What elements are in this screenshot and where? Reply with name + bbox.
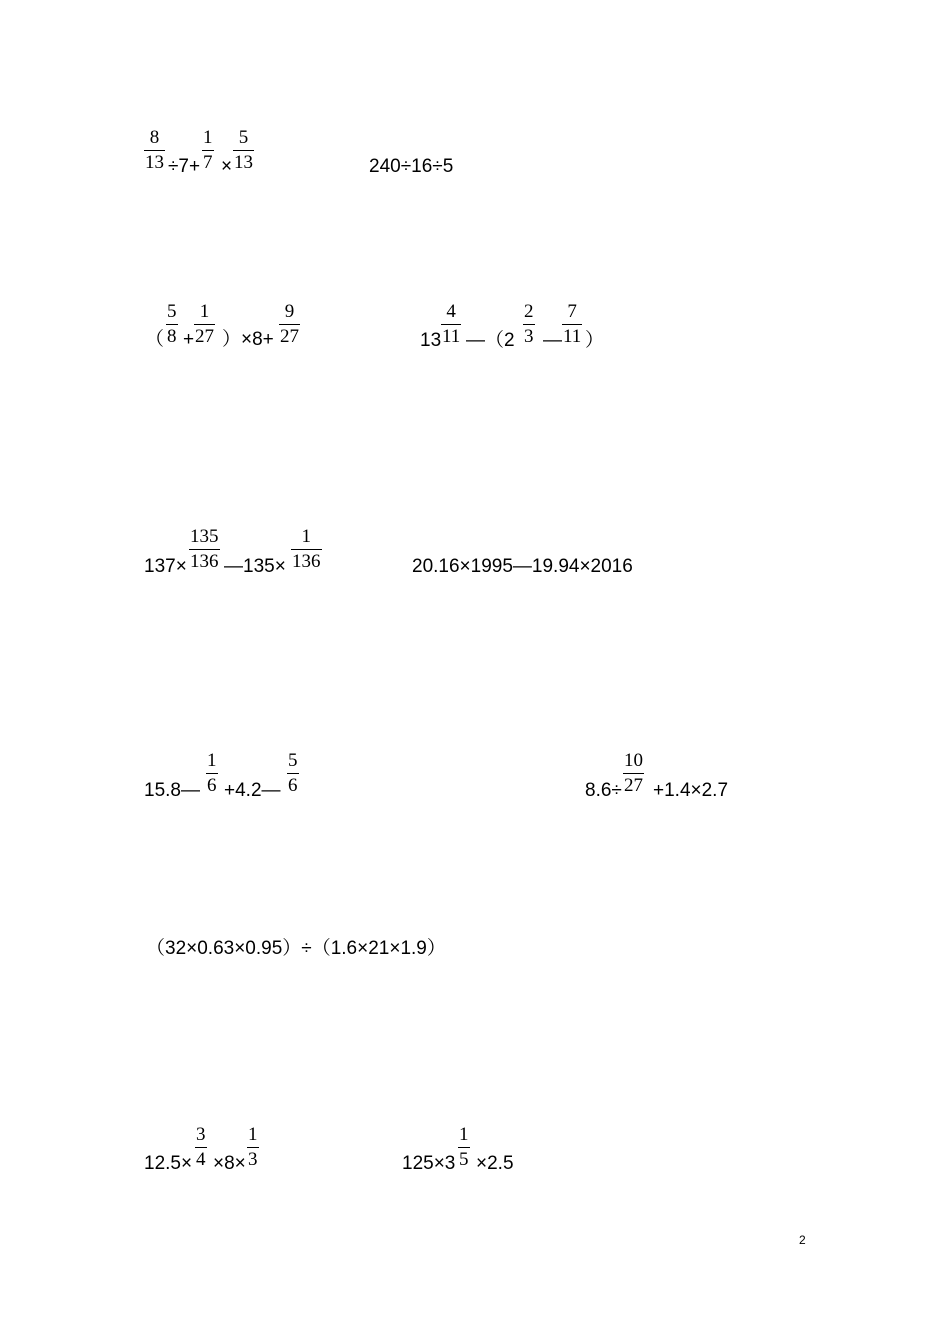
fraction <box>291 527 322 571</box>
expression-text: ×8× <box>213 1153 246 1174</box>
expression-text: — <box>543 330 562 351</box>
denominator: 11 <box>563 326 582 347</box>
numerator: 4 <box>441 302 461 325</box>
expression-text: 8.6÷ <box>585 780 622 801</box>
numerator: 5 <box>166 302 178 325</box>
expression-text: 12.5× <box>144 1153 193 1174</box>
expression-text: 240÷16÷5 <box>369 156 454 177</box>
denominator: 11 <box>442 326 461 347</box>
numerator: 1 <box>247 1125 259 1148</box>
fraction <box>562 302 582 346</box>
expression-text: （ <box>145 329 165 350</box>
numerator: 5 <box>287 751 299 774</box>
numerator: 1 <box>291 527 322 550</box>
expression-text: + <box>183 329 195 350</box>
denominator: 3 <box>248 1149 258 1170</box>
expression-text: +4.2— <box>224 780 281 801</box>
numerator: 2 <box>523 302 535 325</box>
fraction <box>441 302 461 346</box>
expression-text: 15.8— <box>144 780 200 801</box>
fraction <box>279 302 300 346</box>
numerator: 1 <box>194 302 215 325</box>
fraction <box>202 128 214 172</box>
fraction <box>195 1125 207 1169</box>
fraction <box>189 527 220 571</box>
expression-text: 137× <box>144 556 187 577</box>
numerator: 3 <box>195 1125 207 1148</box>
expression-text: 125×3 <box>402 1153 456 1174</box>
denominator: 8 <box>167 326 177 347</box>
denominator: 5 <box>459 1149 469 1170</box>
expression-text: —（2 <box>466 330 515 351</box>
fraction <box>623 751 644 795</box>
numerator: 5 <box>233 128 254 151</box>
numerator: 135 <box>189 527 220 550</box>
numerator: 8 <box>144 128 165 151</box>
denominator: 136 <box>292 551 321 572</box>
expression-text: +1.4×2.7 <box>653 780 729 801</box>
expression-text: × <box>221 156 233 177</box>
expression-text: ×2.5 <box>476 1153 514 1174</box>
expression-text: ） <box>585 330 605 351</box>
denominator: 6 <box>207 775 217 796</box>
numerator: 1 <box>202 128 214 151</box>
numerator: 1 <box>206 751 218 774</box>
page-number: 2 <box>799 1233 806 1247</box>
fraction <box>206 751 218 795</box>
expression-text: （32×0.63×0.95）÷（1.6×21×1.9） <box>146 938 446 959</box>
denominator: 27 <box>280 326 299 347</box>
denominator: 6 <box>288 775 298 796</box>
fraction <box>458 1125 470 1169</box>
numerator: 9 <box>279 302 300 325</box>
denominator: 13 <box>145 152 164 173</box>
denominator: 3 <box>524 326 534 347</box>
denominator: 4 <box>196 1149 206 1170</box>
fraction <box>144 128 165 172</box>
expression-text: 13 <box>420 330 442 351</box>
denominator: 13 <box>234 152 253 173</box>
expression-text: 20.16×1995—19.94×2016 <box>412 556 633 577</box>
numerator: 10 <box>623 751 644 774</box>
expression-text: —135× <box>224 556 286 577</box>
denominator: 136 <box>190 551 219 572</box>
fraction <box>523 302 535 346</box>
expression-text: ）×8+ <box>222 329 274 350</box>
fraction <box>194 302 215 346</box>
expression-text: ÷7+ <box>168 156 201 177</box>
fraction <box>233 128 254 172</box>
numerator: 7 <box>562 302 582 325</box>
fraction <box>287 751 299 795</box>
fraction <box>166 302 178 346</box>
fraction <box>247 1125 259 1169</box>
numerator: 1 <box>458 1125 470 1148</box>
denominator: 27 <box>195 326 214 347</box>
denominator: 7 <box>203 152 213 173</box>
denominator: 27 <box>624 775 643 796</box>
